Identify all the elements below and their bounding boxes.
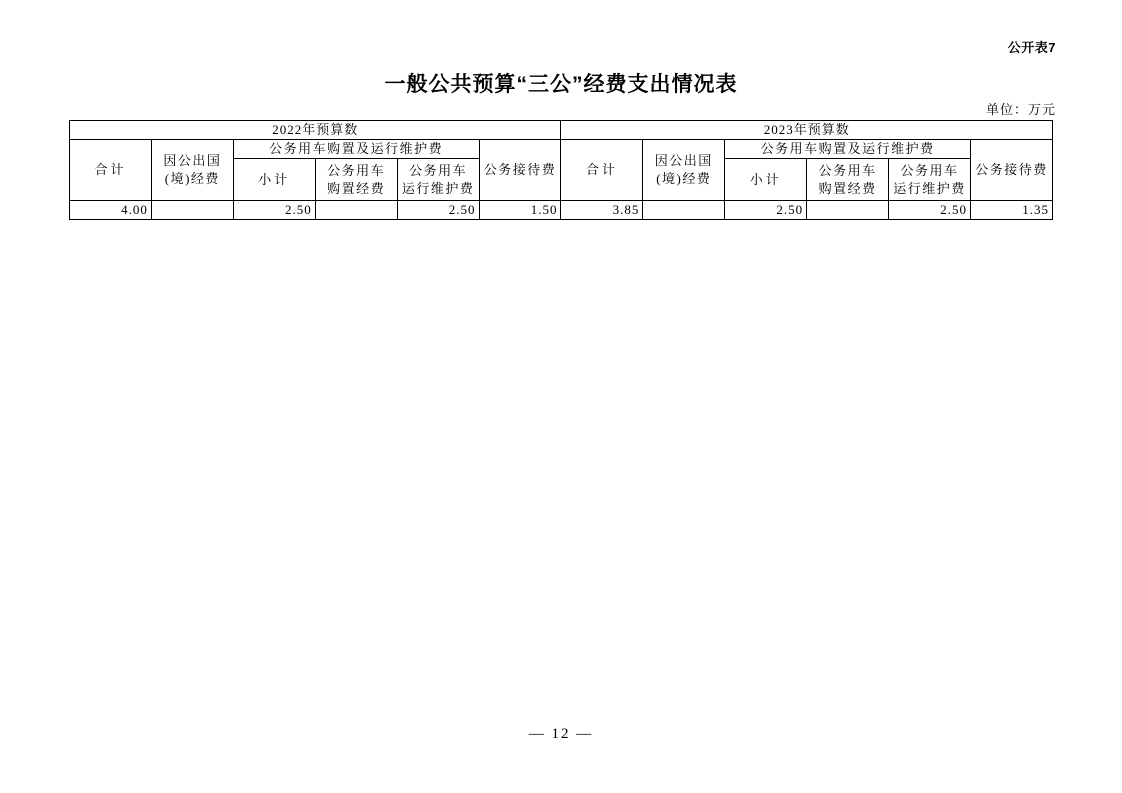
th-abroad-2023-line2: (境)经费	[656, 171, 712, 186]
th-reception-2022: 公务接待费	[479, 140, 561, 201]
th-vehicle-operation-2023-line2: 运行维护费	[893, 180, 966, 196]
page-title: 一般公共预算“三公”经费支出情况表	[384, 73, 738, 96]
cell-vehicle-subtotal-2022: 2.50	[233, 201, 315, 220]
table-row	[70, 201, 1053, 220]
cell-vehicle-subtotal-2023: 2.50	[725, 201, 807, 220]
th-vehicle-purchase-2022-line1: 公务用车	[327, 162, 386, 178]
cell-vehicle-operation-2022: 2.50	[397, 201, 479, 220]
cell-total-2022: 4.00	[70, 201, 152, 220]
unit-note: 单位：万元	[985, 102, 1056, 117]
cell-vehicle-purchase-2022	[315, 201, 397, 220]
th-reception-2023: 公务接待费	[970, 140, 1052, 201]
cell-abroad-2023	[643, 201, 725, 220]
th-vehicle-operation-2022-line1: 公务用车	[409, 162, 468, 178]
th-vehicle-group-2022: 公务用车购置及运行维护费	[233, 140, 479, 159]
th-vehicle-operation-2023-line1: 公务用车	[900, 162, 959, 178]
cell-vehicle-purchase-2023	[807, 201, 889, 220]
th-total-2023: 合计	[561, 140, 643, 201]
th-subtotal-2023: 小计	[725, 159, 807, 201]
th-vehicle-operation-2023	[889, 159, 971, 201]
th-vehicle-operation-2022-line2: 运行维护费	[401, 180, 475, 196]
cell-vehicle-operation-2023: 2.50	[889, 201, 971, 220]
th-vehicle-purchase-2022	[315, 159, 397, 201]
table-corner-label: 公开表7	[1007, 40, 1056, 55]
year-header-row	[70, 121, 1053, 140]
cell-reception-2022: 1.50	[479, 201, 561, 220]
cell-total-2023: 3.85	[561, 201, 643, 220]
cell-abroad-2022	[151, 201, 233, 220]
cell-reception-2023: 1.35	[970, 201, 1052, 220]
th-subtotal-2022: 小计	[233, 159, 315, 201]
th-abroad-2023	[643, 140, 725, 201]
year-header-2022: 2022年预算数	[70, 121, 561, 140]
th-vehicle-purchase-2023-line1: 公务用车	[818, 162, 877, 178]
page-number: — 12 —	[528, 726, 594, 742]
th-abroad-2023-line1: 因公出国	[654, 153, 713, 168]
group-header-row	[70, 140, 1053, 159]
three-public-expense-table	[69, 120, 1053, 220]
th-abroad-2022-line2: (境)经费	[164, 171, 220, 186]
th-total-2022: 合计	[70, 140, 152, 201]
th-vehicle-purchase-2023-line2: 购置经费	[818, 180, 877, 196]
th-vehicle-operation-2022	[397, 159, 479, 201]
year-header-2023: 2023年预算数	[561, 121, 1053, 140]
th-abroad-2022-line1: 因公出国	[163, 153, 222, 168]
th-vehicle-purchase-2022-line2: 购置经费	[327, 180, 386, 196]
th-vehicle-purchase-2023	[807, 159, 889, 201]
th-abroad-2022	[151, 140, 233, 201]
th-vehicle-group-2023: 公务用车购置及运行维护费	[725, 140, 971, 159]
